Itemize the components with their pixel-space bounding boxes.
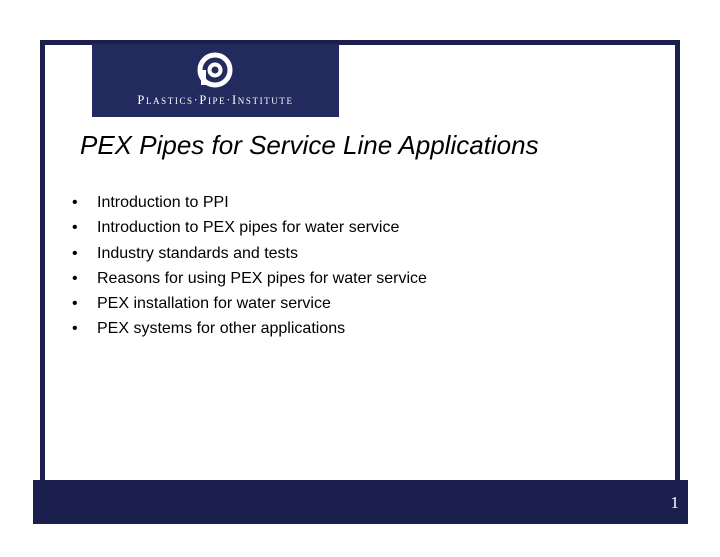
- page-number: 1: [670, 493, 679, 512]
- bullet-icon: •: [72, 269, 78, 287]
- logo-text: Plastics·Pipe·Institute: [137, 93, 294, 107]
- list-item: • PEX installation for water service: [72, 291, 427, 316]
- list-item: • Reasons for using PEX pipes for water service: [72, 266, 427, 291]
- bullet-icon: •: [72, 244, 78, 262]
- list-item: • Introduction to PEX pipes for water service: [72, 215, 427, 240]
- footer-bar: [33, 480, 688, 524]
- ppi-logo: [92, 44, 339, 117]
- list-item: • PEX systems for other applications: [72, 316, 427, 341]
- bullet-icon: •: [72, 295, 78, 313]
- list-item: • Industry standards and tests: [72, 241, 427, 266]
- bullet-icon: •: [72, 219, 78, 237]
- list-item: • Introduction to PPI: [72, 190, 427, 215]
- bullet-icon: •: [72, 194, 78, 211]
- bullet-icon: •: [72, 320, 78, 338]
- bullet-list: [72, 190, 427, 342]
- slide-title: PEX Pipes for Service Line Applications: [80, 130, 539, 160]
